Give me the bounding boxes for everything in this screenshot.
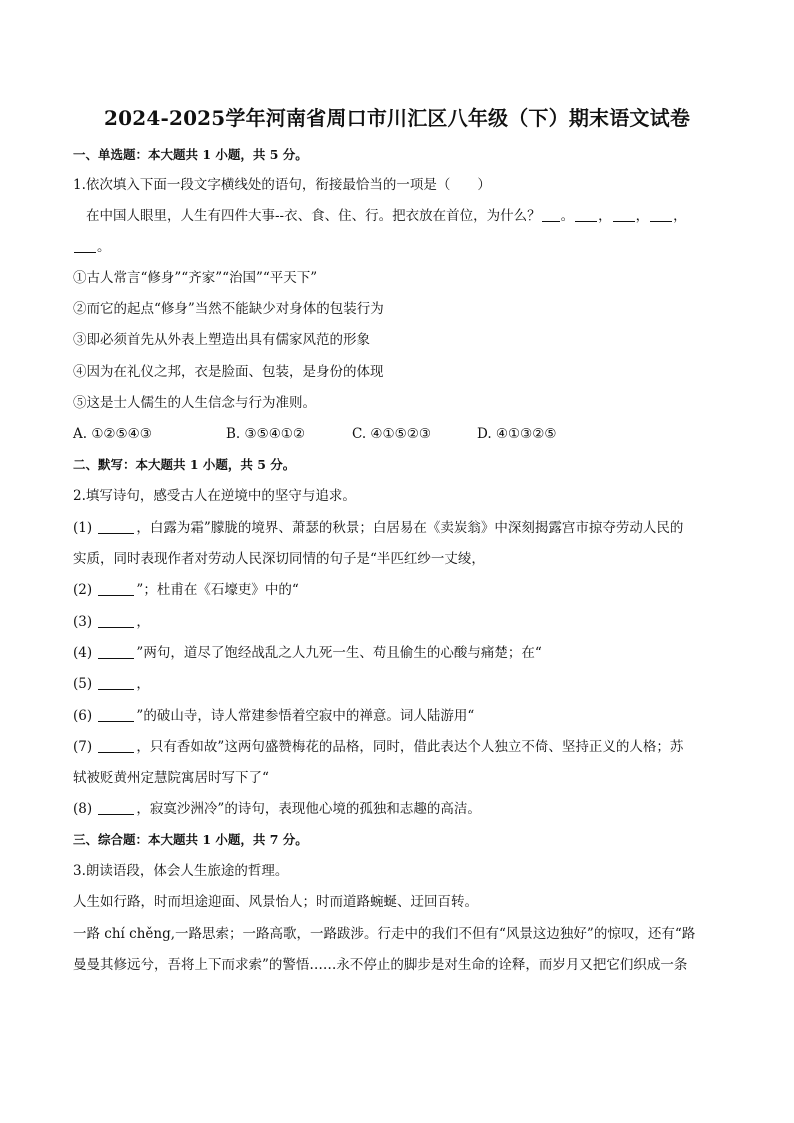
fill-blank (98, 675, 134, 690)
option-c[interactable]: C. ④①⑤②③ (352, 426, 431, 442)
fill-blank (575, 207, 597, 222)
fill-blank (98, 644, 134, 659)
question-3-paragraph-3: 曼曼其修远兮，吾将上下而求索”的警悟……永不停止的脚步是对生命的诠释，而岁月又把它们织成一条 (73, 957, 688, 973)
question-2-line-1: (1) ，白露为霜”朦胧的境界、萧瑟的秋景；白居易在《卖炭翁》中深刻揭露宫市掠夺劳动人民的 (73, 520, 684, 536)
option-d[interactable]: D. ④①③②⑤ (477, 426, 557, 442)
option-b[interactable]: B. ③⑤④①② (226, 426, 306, 442)
question-2-line-3: (3) ， (73, 614, 150, 630)
question-1-item-4: ④因为在礼仪之邦，衣是脸面、包装，是身份的体现 (73, 364, 384, 380)
question-2-stem: 2.填写诗句，感受古人在逆境中的坚守与追求。 (73, 488, 356, 504)
question-3-paragraph-2: 一路 chí chěng,一路思索；一路高歌，一路跋涉。行走中的我们不但有“风景这边独好”的惊叹，还有“路 (73, 926, 696, 942)
question-2-line-8: (8) ，寂寞沙洲冷”的诗句，表现他心境的孤独和志趣的高洁。 (73, 801, 481, 817)
question-3-stem: 3.朗读语段，体会人生旅途的哲理。 (73, 863, 289, 879)
option-a[interactable]: A. ①②⑤④③ (73, 426, 152, 442)
fill-blank (98, 519, 134, 534)
fill-blank (98, 613, 134, 628)
question-1-passage-end: 。 (73, 237, 720, 257)
fill-blank (542, 207, 560, 222)
question-2-line-5: (5) ， (73, 676, 150, 692)
question-2-line-2: (2) ”；杜甫在《石壕吏》中的“ (73, 582, 299, 598)
question-2-line-7b: 轼被贬黄州定慧院寓居时写下了“ (73, 770, 269, 786)
question-1-passage: 在中国人眼里，人生有四件大事--衣、食、住、行。把衣放在首位，为什么？ 。 ， ， ， (86, 208, 687, 224)
fill-blank (74, 238, 96, 253)
question-1-item-2: ②而它的起点“修身”当然不能缺少对身体的包装行为 (73, 301, 384, 317)
question-1-options (73, 424, 720, 444)
question-1-item-3: ③即必须首先从外表上塑造出具有儒家风范的形象 (73, 332, 370, 348)
fill-blank (613, 207, 635, 222)
question-2-line-7: (7) ，只有香如故”这两句盛赞梅花的品格，同时，借此表达个人独立不倚、坚持正义的人格；苏 (73, 739, 684, 755)
fill-blank (98, 707, 134, 722)
fill-blank (98, 800, 134, 815)
question-3-paragraph-1: 人生如行路，时而坦途迎面、风景怡人；时而道路蜿蜒、迂回百转。 (73, 894, 478, 910)
question-2-line-1b: 实质，同时表现作者对劳动人民深切同情的句子是“半匹红纱一丈绫， (73, 551, 485, 567)
fill-blank (650, 207, 672, 222)
question-2-line-6: (6) ”的破山寺，诗人常建参悟着空寂中的禅意。词人陆游用“ (73, 708, 475, 724)
question-1-item-5: ⑤这是士人儒生的人生信念与行为准则。 (73, 395, 316, 411)
fill-blank (98, 581, 134, 596)
question-2-line-4: (4) ”两句，道尽了饱经战乱之人九死一生、苟且偷生的心酸与痛楚；在“ (73, 645, 542, 661)
section-heading-single-choice: 一、单选题：本大题共 1 小题，共 5 分。 (73, 147, 308, 162)
section-heading-comprehensive: 三、综合题：本大题共 1 小题，共 7 分。 (73, 832, 308, 847)
section-heading-dictation: 二、默写：本大题共 1 小题，共 5 分。 (73, 457, 296, 472)
question-1-item-1: ①古人常言“修身”“齐家”“治国”“平天下” (73, 270, 318, 286)
fill-blank (98, 738, 134, 753)
passage-text: 在中国人眼里，人生有四件大事--衣、食、住、行。把衣放在首位，为什么？ (86, 208, 541, 224)
question-1-stem: 1.依次填入下面一段文字横线处的语句，衔接最恰当的一项是（ ） (73, 177, 491, 193)
exam-title: 2024-2025学年河南省周口市川汇区八年级（下）期末语文试卷 (103, 106, 691, 130)
